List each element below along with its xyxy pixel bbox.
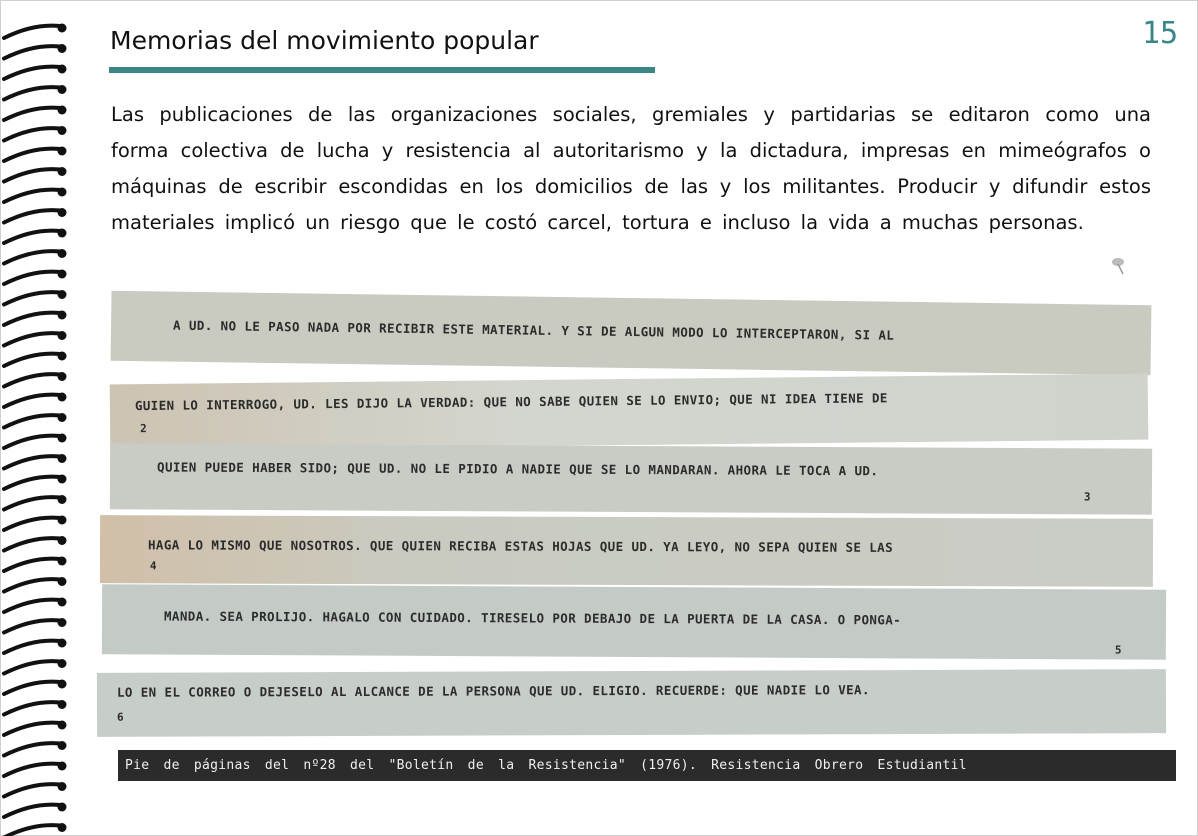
coil-loop [4, 497, 60, 509]
coil-loop [4, 169, 60, 181]
strip-text-2: GUIEN LO INTERROGO, UD. LES DIJO LA VERDAD: QUE NO SABE QUIEN SE LO ENVIO; QUE NI IDEA TIENE DE [134, 390, 888, 414]
coil-loop [4, 87, 60, 99]
coil-hole [58, 270, 67, 279]
coil-hole [58, 372, 67, 381]
coil-hole [58, 454, 67, 463]
coil-loop [4, 251, 60, 263]
coil-loop [4, 210, 60, 222]
coil-hole [58, 475, 67, 484]
coil-hole [58, 229, 67, 238]
coil-hole [58, 557, 67, 566]
strip-text-3: QUIEN PUEDE HABER SIDO; QUE UD. NO LE PIDIO A NADIE QUE SE LO MANDARAN. AHORA LE TOCA A UD. [157, 459, 879, 479]
coil-hole [58, 167, 67, 176]
coil-hole [58, 24, 67, 33]
coil-loop [4, 764, 60, 776]
strip-number-4: 4 [149, 559, 157, 573]
coil-loop [4, 743, 60, 755]
strip-text-4: HAGA LO MISMO QUE NOSOTROS. QUE QUIEN RECIBA ESTAS HOJAS QUE UD. YA LEYO, NO SEPA QUIEN SE LAS [147, 537, 894, 555]
coil-loop [4, 231, 60, 243]
coil-hole [58, 352, 67, 361]
strip-text-1: A UD. NO LE PASO NADA POR RECIBIR ESTE MATERIAL. Y SI DE ALGUN MODO LO INTERCEPTARON, SI AL [172, 317, 895, 343]
coil-hole [58, 106, 67, 115]
coil-loop [4, 313, 60, 325]
coil-hole [58, 495, 67, 504]
coil-hole [58, 188, 67, 197]
coil-loop [4, 46, 60, 58]
coil-loop [4, 702, 60, 714]
coil-loop [4, 354, 60, 366]
coil-loop [4, 374, 60, 386]
image-caption: Pie de páginas del nº28 del "Boletín de la Resistencia" (1976). Resistencia Obrero Estudiantil [118, 750, 1176, 781]
coil-loop [4, 333, 60, 345]
typed-strip-4 [100, 515, 1153, 587]
typed-strip-2 [110, 374, 1149, 451]
pin-icon [1110, 256, 1128, 276]
spiral-binding [0, 0, 80, 836]
coil-hole [58, 680, 67, 689]
strip-text-5: MANDA. SEA PROLIJO. HAGALO CON CUIDADO. TIRESELO POR DEBAJO DE LA PUERTA DE LA CASA. O PONGA- [163, 608, 902, 628]
coil-loop [4, 825, 60, 836]
coil-loop [4, 620, 60, 632]
coil-hole [58, 126, 67, 135]
coil-hole [58, 782, 67, 791]
typed-strip-1 [111, 291, 1152, 376]
coil-hole [58, 249, 67, 258]
coil-hole [58, 803, 67, 812]
coil-loop [4, 415, 60, 427]
coil-hole [58, 413, 67, 422]
typed-strip-6 [97, 669, 1166, 737]
coil-loop [4, 538, 60, 550]
coil-hole [58, 721, 67, 730]
coil-loop [4, 784, 60, 796]
coil-loop [4, 456, 60, 468]
coil-hole [58, 577, 67, 586]
page-number: 15 [1142, 16, 1179, 51]
coil-loop [4, 436, 60, 448]
coil-hole [58, 44, 67, 53]
typed-strip-3 [110, 443, 1152, 514]
coil-hole [58, 85, 67, 94]
coil-loop [4, 600, 60, 612]
page-title: Memorias del movimiento popular [110, 26, 539, 55]
coil-loop [4, 518, 60, 530]
coil-loop [4, 292, 60, 304]
strip-number-2: 2 [140, 422, 148, 436]
coil-loop [4, 559, 60, 571]
coil-hole [58, 659, 67, 668]
coil-hole [58, 434, 67, 443]
coil-hole [58, 639, 67, 648]
coil-hole [58, 823, 67, 832]
coil-hole [58, 65, 67, 74]
coil-loop [4, 805, 60, 817]
coil-hole [58, 331, 67, 340]
coil-hole [58, 700, 67, 709]
coil-loop [4, 190, 60, 202]
coil-hole [58, 762, 67, 771]
typed-strip-5 [102, 584, 1166, 660]
intro-paragraph: Las publicaciones de las organizaciones sociales, gremiales y partidarias se editaron como una forma colectiva de lucha y resistencia al autoritarismo y la dictadura, impresas en mimeógrafos o máquinas de escribir escondidas en los domicilios de las y los militantes. Producir y difundir estos materiales implicó un riesgo que le costó carcel, tortura e incluso la vida a muchas personas. [111, 103, 1151, 234]
coil-hole [58, 741, 67, 750]
title-underline [109, 67, 655, 73]
coil-loop [4, 26, 60, 38]
coil-hole [58, 598, 67, 607]
coil-hole [58, 208, 67, 217]
coil-loop [4, 149, 60, 161]
coil-hole [58, 393, 67, 402]
coil-loop [4, 67, 60, 79]
strip-text-6: LO EN EL CORREO O DEJESELO AL ALCANCE DE LA PERSONA QUE UD. ELIGIO. RECUERDE: QUE NADIE LO VEA. [116, 682, 870, 700]
strip-number-3: 3 [1083, 490, 1091, 504]
coil-loop [4, 579, 60, 591]
coil-hole [58, 516, 67, 525]
coil-loop [4, 272, 60, 284]
coil-hole [58, 147, 67, 156]
coil-loop [4, 661, 60, 673]
coil-hole [58, 311, 67, 320]
coil-loop [4, 128, 60, 140]
coil-hole [58, 618, 67, 627]
coil-loop [4, 641, 60, 653]
coil-loop [4, 723, 60, 735]
coil-loop [4, 395, 60, 407]
strip-number-5: 5 [1114, 643, 1122, 657]
coil-loop [4, 477, 60, 489]
coil-hole [58, 536, 67, 545]
coil-loop [4, 682, 60, 694]
strip-number-6: 6 [117, 710, 125, 724]
coil-hole [58, 290, 67, 299]
coil-loop [4, 108, 60, 120]
